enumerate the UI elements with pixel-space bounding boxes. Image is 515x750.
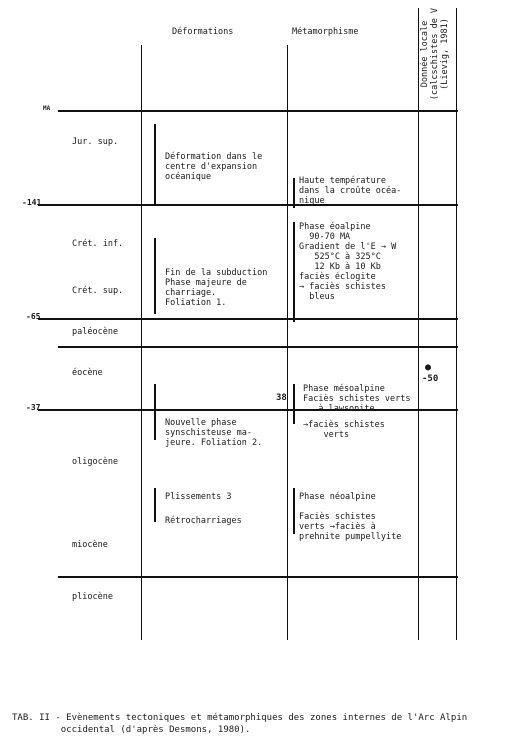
metamorphism-text-5: Phase néoalpine bbox=[299, 492, 376, 502]
deformation-text-3: Nouvelle phase synschisteuse ma- jeure. Foliation 2. bbox=[165, 418, 263, 448]
deformation-text-5: Rétrocharriages bbox=[165, 516, 242, 526]
header-donnee-locale bbox=[420, 4, 450, 104]
deformation-bar-1 bbox=[154, 124, 156, 204]
column-divider-2 bbox=[287, 45, 288, 640]
metamorphism-bar-1 bbox=[293, 178, 295, 208]
deformation-text-2: Fin de la subduction Phase majeure de charriage. Foliation 1. bbox=[165, 268, 268, 308]
row-line-ma bbox=[58, 110, 458, 112]
metamorphism-text-6: Faciès schistes verts →faciès à prehnite pumpellyite bbox=[299, 512, 402, 542]
row-line-65 bbox=[38, 318, 458, 320]
header-metamorphisme: Métamorphisme bbox=[292, 27, 359, 37]
header-donnee-line1: Donnée locale bbox=[420, 20, 430, 88]
age-label-ma: MA bbox=[43, 105, 51, 112]
period-pliocene: pliocène bbox=[72, 592, 113, 602]
column-divider-1 bbox=[141, 45, 142, 640]
deformation-bar-4 bbox=[154, 488, 156, 522]
period-eocene: éocène bbox=[72, 368, 103, 378]
metamorphism-text-1: Haute température dans la croûte océa- nique bbox=[299, 176, 402, 206]
deformation-bar-2 bbox=[154, 238, 156, 314]
period-paleocene: paléocène bbox=[72, 327, 119, 337]
metamorphism-bar-3 bbox=[293, 384, 295, 424]
deformation-text-4: Plissements 3 bbox=[165, 492, 232, 502]
header-donnee-line3: (Lievig, 1981) bbox=[440, 18, 450, 90]
dot-marker-icon: ● bbox=[425, 362, 432, 373]
metamorphism-text-3: Phase mésoalpine Faciès schistes verts à lawsonite bbox=[303, 384, 411, 414]
row-line-pliocene bbox=[58, 576, 458, 578]
period-oligocene: oligocène bbox=[72, 457, 119, 467]
metamorphism-text-2: Phase éoalpine 90-70 MA Gradient de l'E → W 525°C à 325°C 12 Kb à 10 Kb faciès éclogite → faciès schistes bleus bbox=[299, 222, 397, 302]
table-caption: TAB. II - Evènements tectoniques et métamorphiques des zones internes de l'Arc Alpin occidental (d'après Desmons, 1980). bbox=[12, 713, 468, 735]
period-cret-sup: Crét. sup. bbox=[72, 286, 124, 296]
age-label-37: -37 bbox=[26, 403, 41, 412]
age-label-50: -50 bbox=[422, 374, 439, 384]
metamorphism-bar-4 bbox=[293, 488, 295, 534]
metamorphism-bar-2 bbox=[293, 222, 295, 322]
period-jur-sup: Jur. sup. bbox=[72, 137, 119, 147]
metamorphism-text-4: →faciès schistes verts bbox=[303, 420, 385, 440]
row-line-paleocene bbox=[58, 346, 458, 348]
deformation-text-1: Déformation dans le centre d'expansion océanique bbox=[165, 152, 263, 182]
header-deformations: Déformations bbox=[172, 27, 234, 37]
period-miocene: miocène bbox=[72, 540, 108, 550]
column-divider-4 bbox=[456, 8, 457, 640]
period-cret-inf: Crét. inf. bbox=[72, 239, 124, 249]
header-donnee-line2: (calcschistes de V bbox=[430, 7, 440, 101]
age-label-38: 38 bbox=[276, 393, 287, 403]
deformation-bar-3 bbox=[154, 384, 156, 440]
age-label-141: -141 bbox=[22, 198, 42, 207]
age-label-65: -65 bbox=[26, 312, 41, 321]
